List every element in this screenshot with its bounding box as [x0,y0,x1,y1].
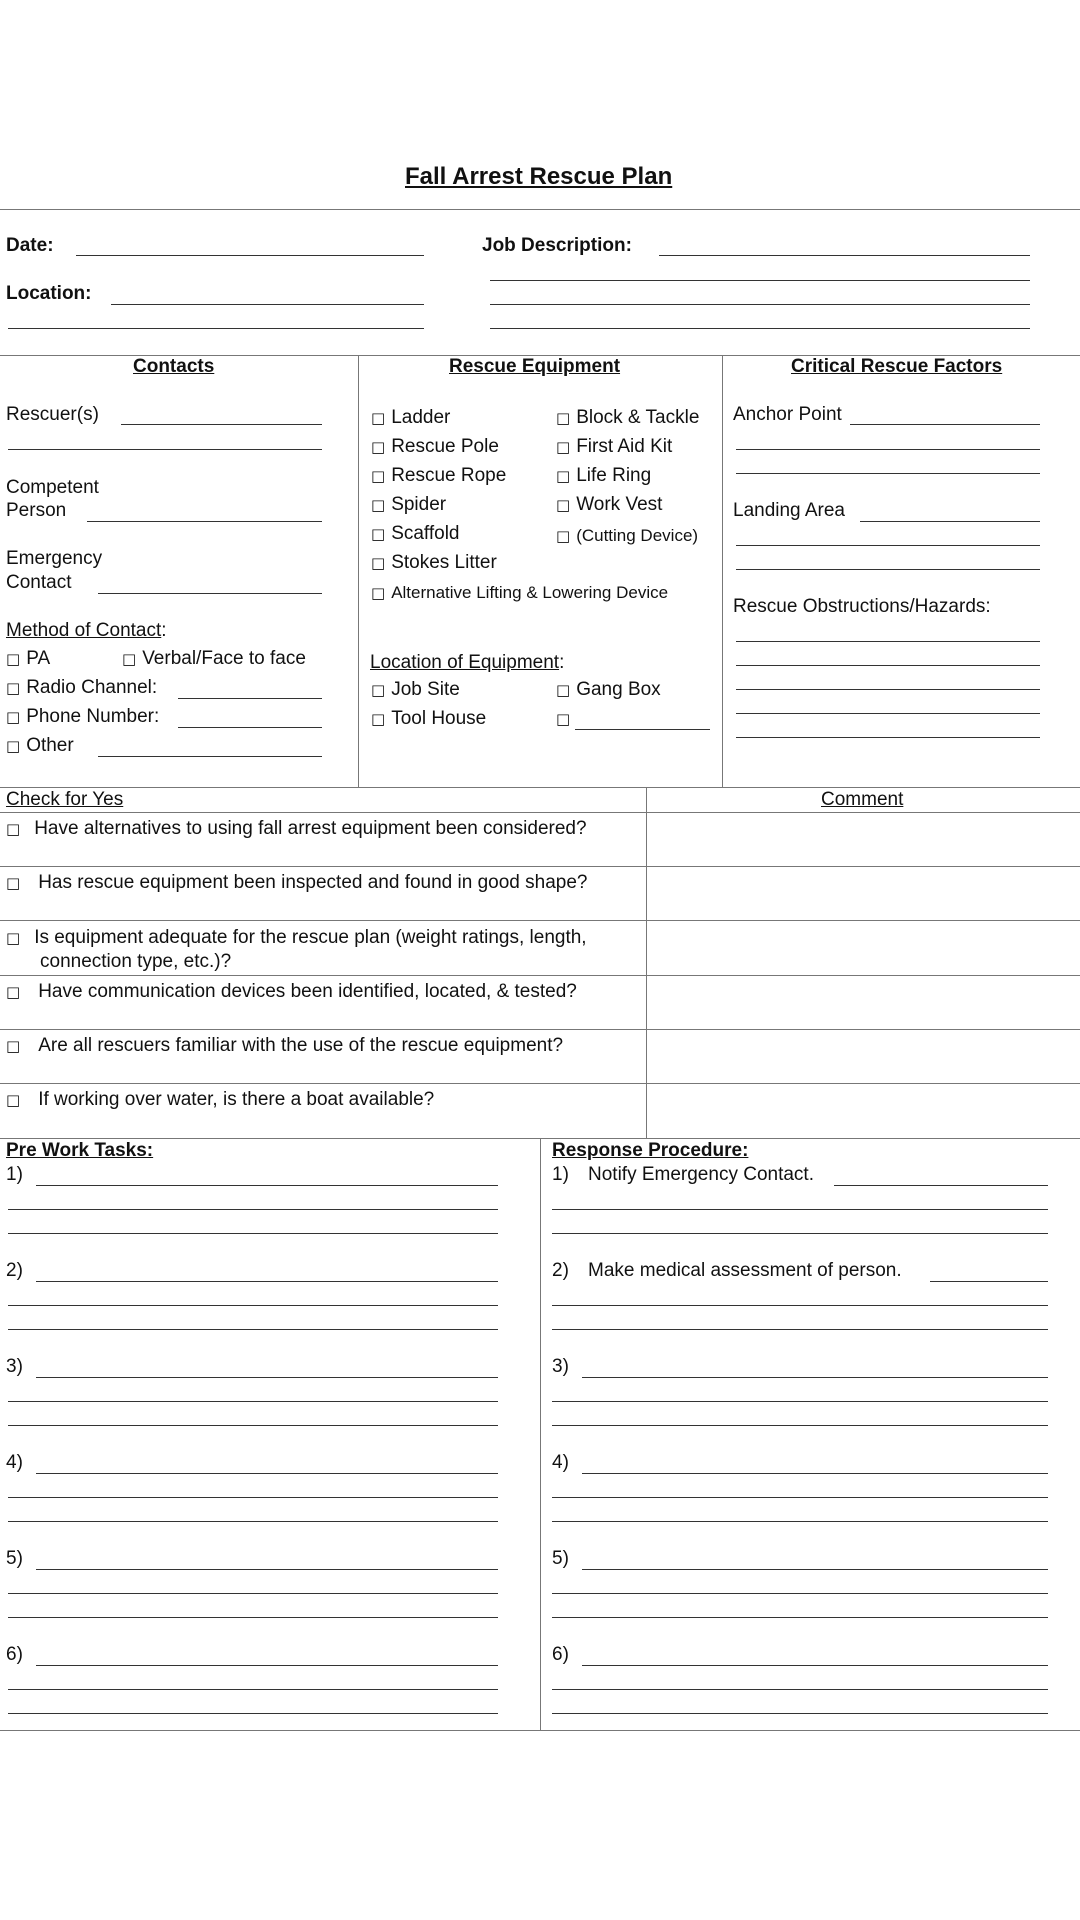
checkbox-icon: □ [371,438,386,456]
response-field[interactable] [930,1281,1048,1282]
pre-work-task-line[interactable] [8,1497,498,1498]
checkbox-icon: □ [556,496,571,514]
response-step-medical: Make medical assessment of person. [588,1260,902,1281]
checkbox-icon: □ [371,409,386,427]
checkbox-icon: □ [371,681,386,699]
method-of-contact-label: Method of Contact: [6,620,167,641]
emergency-contact-field[interactable] [98,593,322,594]
job-description-field-line[interactable] [490,280,1030,281]
obstructions-field-line[interactable] [736,641,1040,642]
comment-header: Comment [821,789,904,810]
response-line[interactable] [552,1209,1048,1210]
checkbox-tool-house[interactable]: □ Tool House [371,708,487,729]
date-field[interactable] [76,255,424,256]
checkbox-first-aid-kit[interactable]: □ First Aid Kit [556,436,673,457]
anchor-point-field-line[interactable] [736,449,1040,450]
checkbox-icon: □ [6,679,21,697]
pre-work-task-field[interactable] [36,1569,498,1570]
check-for-yes-header: Check for Yes [6,789,124,810]
checkbox-icon: □ [371,710,386,728]
pre-work-task-line[interactable] [8,1521,498,1522]
response-line[interactable] [552,1713,1048,1714]
response-number: 1) [552,1164,569,1185]
column-divider [722,355,723,787]
checkbox-icon: □ [371,467,386,485]
column-divider [646,787,647,1139]
question-adequate[interactable]: □ Is equipment adequate for the rescue plan (weight ratings, length, [6,927,587,948]
checkbox-icon: □ [6,983,21,1001]
checkbox-icon: □ [6,737,21,755]
pre-work-task-line[interactable] [8,1617,498,1618]
anchor-point-field-line[interactable] [736,473,1040,474]
other-contact-field[interactable] [98,756,322,757]
landing-area-field-line[interactable] [736,545,1040,546]
pre-work-number: 4) [6,1452,23,1473]
landing-area-field-line[interactable] [736,569,1040,570]
pre-work-task-line[interactable] [8,1713,498,1714]
response-line[interactable] [552,1689,1048,1690]
checkbox-rescue-pole[interactable]: □ Rescue Pole [371,436,499,457]
checkbox-ladder[interactable]: □ Ladder [371,407,451,428]
pre-work-number: 3) [6,1356,23,1377]
pre-work-task-line[interactable] [8,1593,498,1594]
location-label: Location: [6,283,92,304]
question-adequate-line2: connection type, etc.)? [40,951,232,972]
pre-work-task-line[interactable] [8,1401,498,1402]
response-field[interactable] [834,1185,1048,1186]
pre-work-task-line[interactable] [8,1233,498,1234]
rescuers-field-line[interactable] [8,449,322,450]
emergency-contact-label-line1: Emergency [6,548,103,569]
radio-channel-field[interactable] [178,698,322,699]
checkbox-icon: □ [556,409,571,427]
job-description-field-line[interactable] [490,304,1030,305]
obstructions-field-line[interactable] [736,665,1040,666]
pre-work-number: 1) [6,1164,23,1185]
response-number: 2) [552,1260,569,1281]
checkbox-icon: □ [6,708,21,726]
checkbox-icon: □ [556,527,571,545]
checkbox-job-site[interactable]: □ Job Site [371,679,460,700]
checkbox-radio-channel[interactable]: □ Radio Channel: [6,677,158,698]
obstructions-label: Rescue Obstructions/Hazards: [733,596,991,617]
checkbox-icon: □ [6,929,21,947]
checkbox-icon: □ [556,710,571,728]
response-field[interactable] [582,1377,1048,1378]
question-alternatives[interactable]: □ Have alternatives to using fall arrest equipment been considered? [6,818,587,839]
checkbox-stokes-litter[interactable]: □ Stokes Litter [371,552,497,573]
competent-person-field[interactable] [87,521,322,522]
pre-work-task-field[interactable] [36,1281,498,1282]
question-boat[interactable]: □ If working over water, is there a boat available? [6,1089,435,1110]
job-description-field-line[interactable] [490,328,1030,329]
checkbox-icon: □ [371,584,386,602]
job-description-field[interactable] [659,255,1030,256]
response-number: 4) [552,1452,569,1473]
response-field[interactable] [582,1473,1048,1474]
contacts-heading: Contacts [133,356,215,377]
pre-work-task-line[interactable] [8,1209,498,1210]
landing-area-field[interactable] [860,521,1040,522]
checkbox-icon: □ [6,1091,21,1109]
divider [0,920,1080,921]
divider [0,209,1080,210]
checkbox-scaffold[interactable]: □ Scaffold [371,523,460,544]
pre-work-number: 2) [6,1260,23,1281]
checkbox-icon: □ [6,874,21,892]
pre-work-task-field[interactable] [36,1377,498,1378]
location-field-line[interactable] [8,328,424,329]
response-field[interactable] [582,1665,1048,1666]
divider [0,1029,1080,1030]
divider [0,787,1080,788]
response-line[interactable] [552,1521,1048,1522]
response-line[interactable] [552,1593,1048,1594]
checkbox-work-vest[interactable]: □ Work Vest [556,494,663,515]
rescue-equipment-heading: Rescue Equipment [449,356,621,377]
checkbox-icon: □ [556,681,571,699]
pre-work-task-field[interactable] [36,1473,498,1474]
response-field[interactable] [582,1569,1048,1570]
column-divider [540,1138,541,1730]
divider [0,812,1080,813]
location-field[interactable] [111,304,424,305]
anchor-point-label: Anchor Point [733,404,842,425]
rescuers-field[interactable] [121,424,322,425]
checkbox-icon: □ [371,496,386,514]
checkbox-icon: □ [6,650,21,668]
column-divider [358,355,359,787]
divider [0,866,1080,867]
landing-area-label: Landing Area [733,500,845,521]
pre-work-task-field[interactable] [36,1665,498,1666]
question-familiar[interactable]: □ Are all rescuers familiar with the use of the rescue equipment? [6,1035,564,1056]
obstructions-field-line[interactable] [736,737,1040,738]
obstructions-field-line[interactable] [736,713,1040,714]
critical-rescue-factors-heading: Critical Rescue Factors [791,356,1003,377]
rescuers-label: Rescuer(s) [6,404,99,425]
pre-work-task-field[interactable] [36,1185,498,1186]
response-line[interactable] [552,1401,1048,1402]
response-number: 3) [552,1356,569,1377]
divider [0,1083,1080,1084]
pre-work-task-line[interactable] [8,1425,498,1426]
pre-work-task-line[interactable] [8,1305,498,1306]
checkbox-icon: □ [556,467,571,485]
checkbox-phone-number[interactable]: □ Phone Number: [6,706,160,727]
location-of-equipment-label: Location of Equipment: [370,652,565,673]
divider [0,1730,1080,1731]
checkbox-cutting-device[interactable]: □ (Cutting Device) [556,526,699,545]
competent-person-label-line1: Competent [6,477,99,498]
response-number: 6) [552,1644,569,1665]
checkbox-icon: □ [556,438,571,456]
checkbox-icon: □ [6,1037,21,1055]
checkbox-life-ring[interactable]: □ Life Ring [556,465,652,486]
checkbox-spider[interactable]: □ Spider [371,494,447,515]
checkbox-pa[interactable]: □ PA [6,648,51,669]
response-line[interactable] [552,1617,1048,1618]
page-title: Fall Arrest Rescue Plan [405,163,673,190]
pre-work-number: 6) [6,1644,23,1665]
divider [0,975,1080,976]
checkbox-gang-box[interactable]: □ Gang Box [556,679,661,700]
response-line[interactable] [552,1497,1048,1498]
checkbox-icon: □ [371,554,386,572]
checkbox-block-tackle[interactable]: □ Block & Tackle [556,407,700,428]
emergency-contact-label-line2: Contact [6,572,72,593]
response-line[interactable] [552,1233,1048,1234]
checkbox-icon: □ [371,525,386,543]
job-description-label: Job Description: [482,235,632,256]
response-line[interactable] [552,1305,1048,1306]
checkbox-icon: □ [6,820,21,838]
checkbox-verbal[interactable]: □ Verbal/Face to face [122,648,306,669]
response-line[interactable] [552,1329,1048,1330]
phone-number-field[interactable] [178,727,322,728]
other-location-field[interactable] [575,729,710,730]
response-procedure-heading: Response Procedure: [552,1140,749,1161]
checkbox-icon: □ [122,650,137,668]
question-communication[interactable]: □ Have communication devices been identified, located, & tested? [6,981,577,1002]
checkbox-other-location[interactable] [556,708,576,730]
pre-work-number: 5) [6,1548,23,1569]
question-inspected[interactable]: □ Has rescue equipment been inspected and found in good shape? [6,872,588,893]
pre-work-task-line[interactable] [8,1329,498,1330]
obstructions-field-line[interactable] [736,689,1040,690]
checkbox-other[interactable]: □ Other [6,735,74,756]
pre-work-tasks-heading: Pre Work Tasks: [6,1140,154,1161]
date-label: Date: [6,235,54,256]
anchor-point-field[interactable] [850,424,1040,425]
checkbox-alternative-lifting[interactable]: □ Alternative Lifting & Lowering Device [371,583,669,602]
response-step-notify: Notify Emergency Contact. [588,1164,814,1185]
checkbox-rescue-rope[interactable]: □ Rescue Rope [371,465,507,486]
competent-person-label-line2: Person [6,500,67,521]
pre-work-task-line[interactable] [8,1689,498,1690]
response-line[interactable] [552,1425,1048,1426]
response-number: 5) [552,1548,569,1569]
